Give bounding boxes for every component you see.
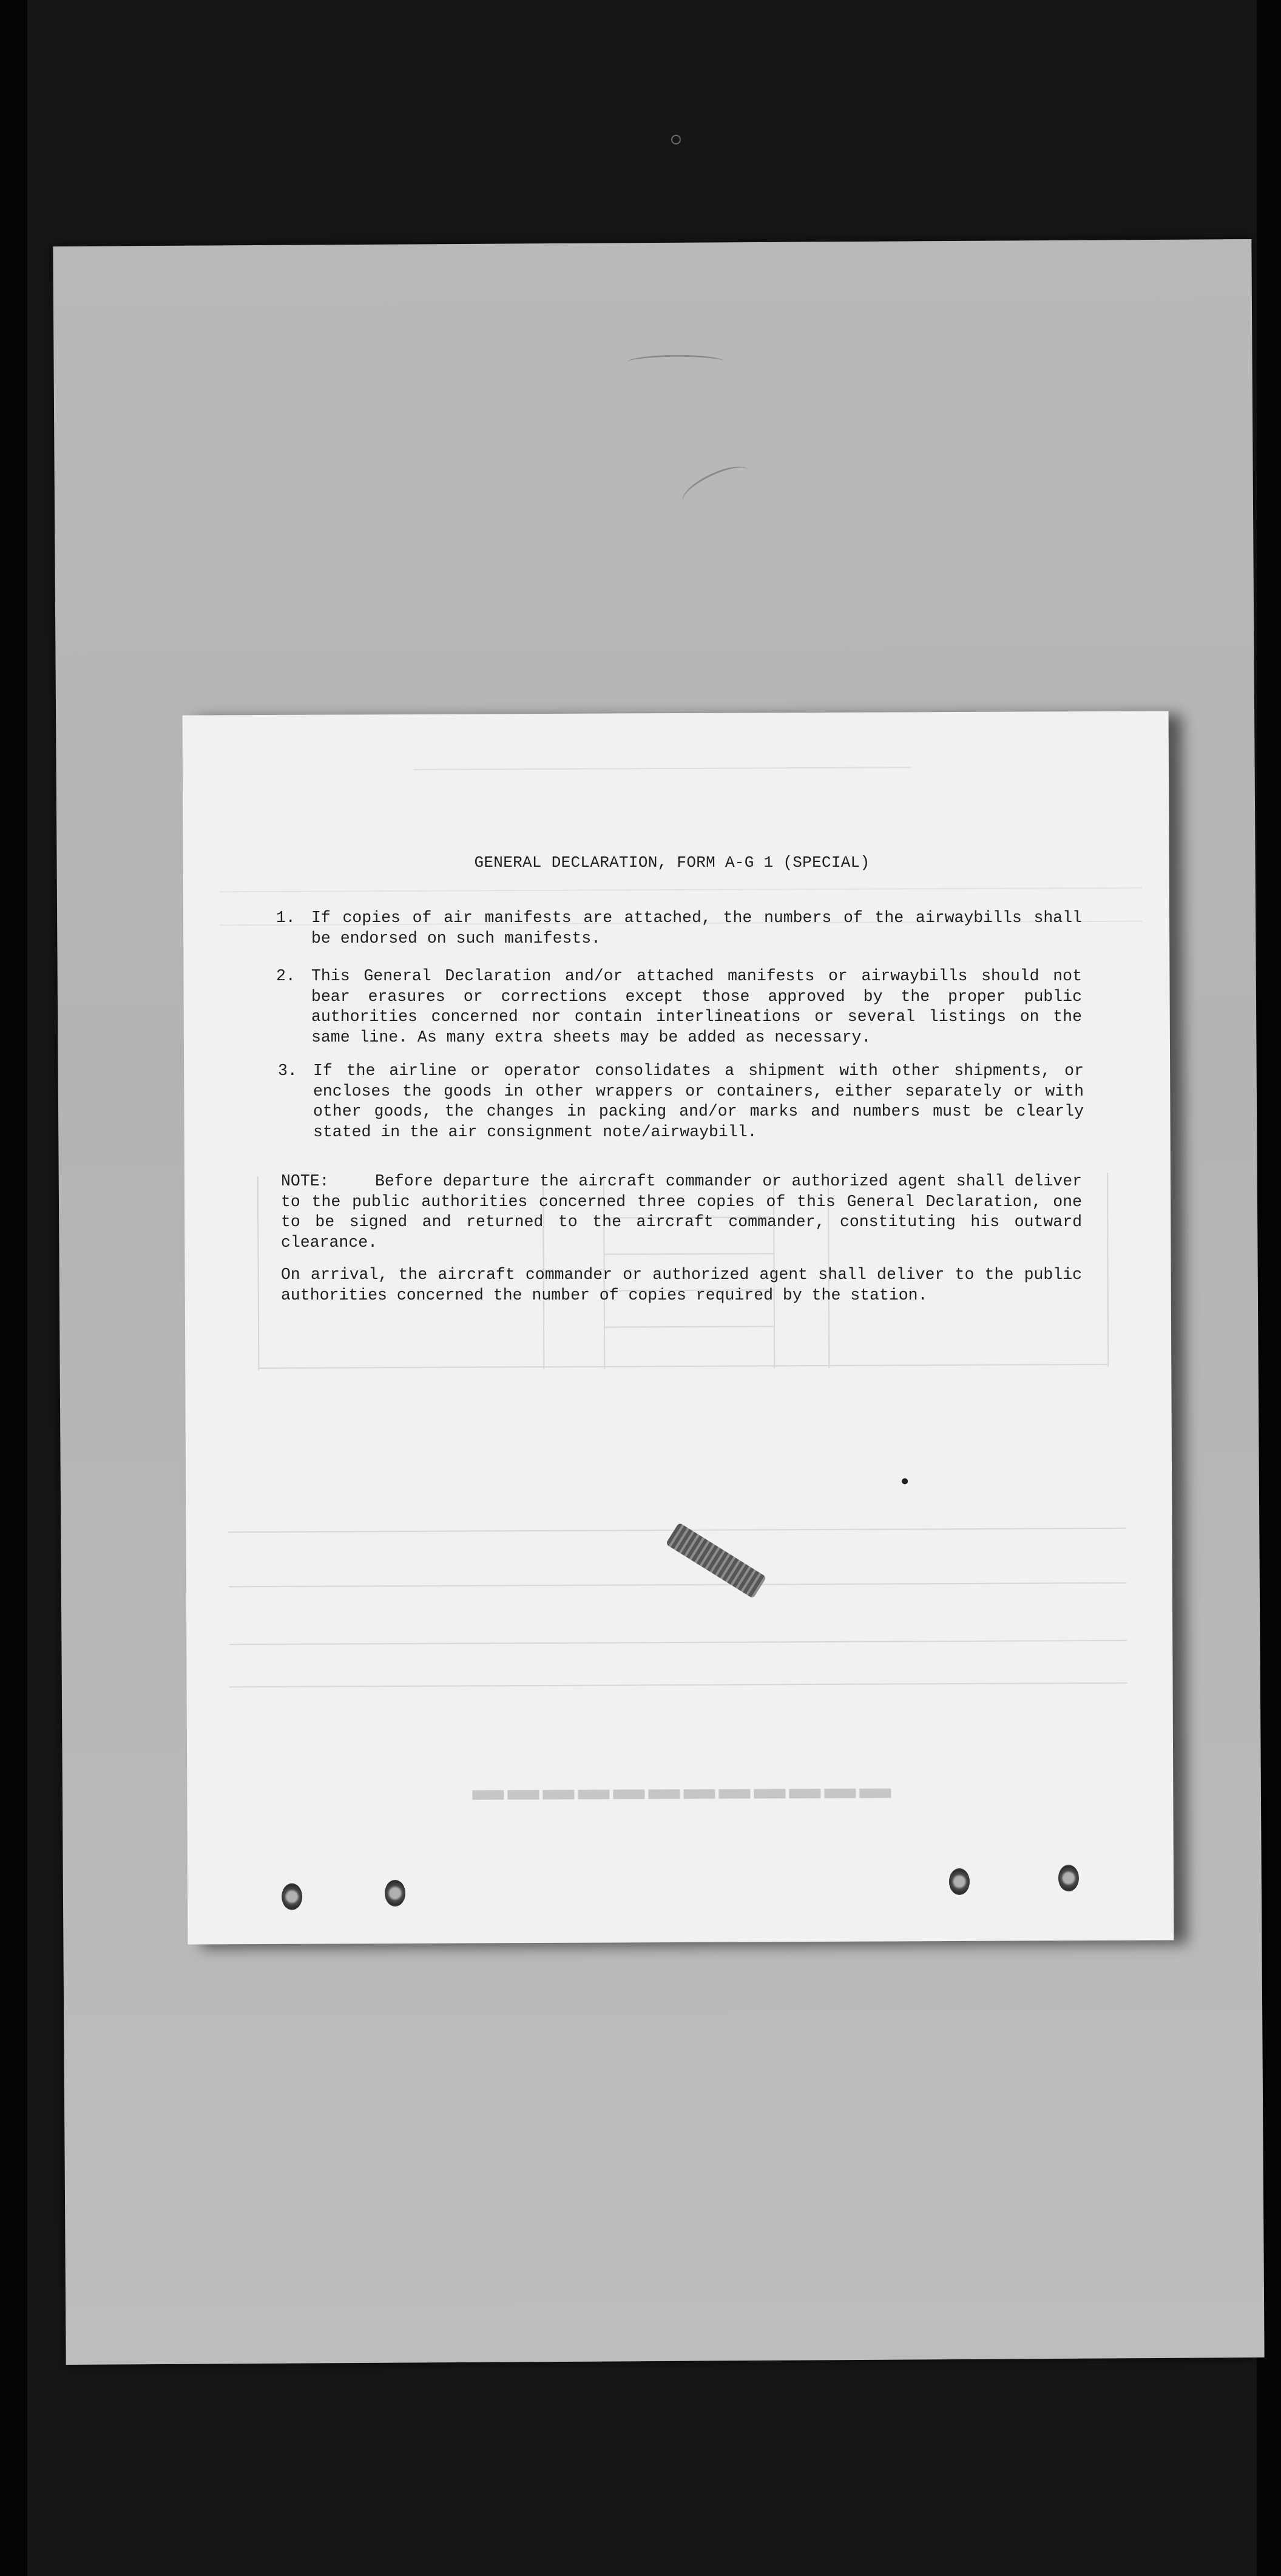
reverse-side-rule [229, 1582, 1127, 1587]
list-item-text: If the airline or operator consolidates a shipment with other shipments, or encloses the goods in other wrappers or containers, either separately or with other goods, the changes in packing and/or marks and numbers must be clearly stated in the air consignment note/airwaybill. [313, 1062, 1084, 1141]
punch-hole [949, 1868, 970, 1895]
punch-hole [282, 1883, 302, 1910]
film-border-left [0, 0, 27, 2576]
backing-smudge [627, 354, 724, 369]
reverse-side-rule [257, 1176, 259, 1371]
list-item-number: 3. [278, 1062, 297, 1080]
film-marker-dot [671, 135, 681, 144]
reverse-side-rule [1107, 1173, 1109, 1367]
backing-smudge [677, 459, 754, 514]
reverse-side-rule [258, 1364, 1107, 1369]
reverse-side-rule [604, 1326, 774, 1327]
reverse-side-heading: ▬▬▬▬▬▬▬▬▬▬▬▬ [472, 1781, 895, 1818]
reverse-side-rule [229, 1683, 1127, 1687]
ink-dot [902, 1478, 908, 1484]
punch-hole [1058, 1865, 1079, 1891]
note-text: On arrival, the aircraft commander or authorized agent shall deliver to the public authorities concerned the number of copies required by the station. [281, 1266, 1082, 1304]
note-paragraph [281, 1171, 1082, 1253]
list-item-number: 1. [276, 909, 296, 927]
document-sheet [183, 711, 1174, 1944]
reverse-side-rule [603, 1253, 773, 1255]
note-paragraph [281, 1265, 1082, 1306]
reverse-side-rule [220, 887, 1142, 893]
page-title: GENERAL DECLARATION, FORM A-G 1 (SPECIAL) [474, 853, 870, 872]
note-text: Before departure the aircraft commander or authorized agent shall deliver to the public authorities concerned three copies of this General Declaration, one to be signed and returned to the aircraft commander, constituting his outward clearance. [281, 1172, 1082, 1252]
list-item-text: This General Declaration and/or attached manifests or airwaybills should not bear erasures or corrections except those approved by the proper public authorities concerned nor contain interlineations or several listings on the same line. As many extra sheets may be added as necessary. [311, 967, 1082, 1046]
note-label: NOTE: [281, 1172, 330, 1190]
reverse-side-rule [413, 767, 911, 770]
reverse-side-rule [229, 1640, 1127, 1645]
list-item-text: If copies of air manifests are attached, the numbers of the airwaybills shall be endorsed on such manifests. [311, 909, 1082, 947]
list-item-number: 2. [276, 967, 296, 985]
punch-hole [385, 1880, 405, 1907]
